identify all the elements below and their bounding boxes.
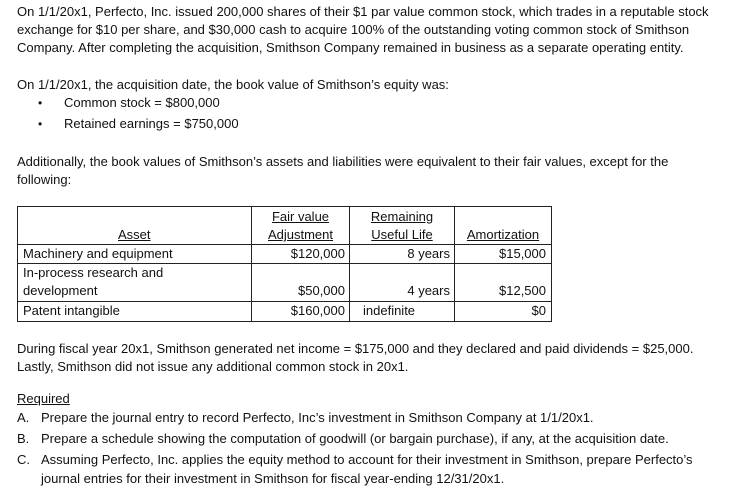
row-adjustment: $160,000 [290,303,345,318]
fair-value-intro-line-1: Additionally, the book values of Smithson’s assets and liabilities were equivalent to their fair values, except for the [17,154,669,169]
equity-item-text: Retained earnings = $750,000 [64,116,239,131]
required-item-text: Assuming Perfecto, Inc. applies the equity method to account for their investment in Smithson, prepare Perfecto’s [41,452,693,467]
header-amortization: Amortization [466,227,540,242]
bullet-icon [38,94,64,112]
row-life: indefinite [363,303,416,318]
header-fair-value-1: Fair value [271,209,330,224]
row-asset-line-2: development [23,283,98,298]
row-amortization: $15,000 [499,246,546,261]
header-asset: Asset [118,227,151,242]
row-amortization: $12,500 [499,283,546,298]
required-item-text: Prepare a schedule showing the computation of goodwill (or bargain purchase), if any, at the acquisition date. [41,431,669,446]
fair-value-table [17,206,552,322]
intro-line-3: Company. After completing the acquisition, Smithson Company remained in business as a separate operating entity. [17,40,684,55]
bullet-icon [38,115,64,133]
required-item-c-continuation [17,470,737,488]
header-fair-value-2: Adjustment [267,227,334,242]
equity-bullet-retained-earnings [38,115,239,133]
required-item-c [17,451,737,469]
intro-line-1: On 1/1/20x1, Perfecto, Inc. issued 200,000 shares of their $1 par value common stock, which trades in a reputable stock [17,4,709,19]
required-title: Required [17,391,70,406]
fiscal-line-1: During fiscal year 20x1, Smithson generated net income = $175,000 and they declared and paid dividends = $25,000. [17,341,694,356]
row-asset-line-1: In-process research and [23,265,164,280]
equity-item-text: Common stock = $800,000 [64,95,220,110]
required-item-b [17,430,737,448]
row-asset: Machinery and equipment [23,246,173,261]
fiscal-line-2: Lastly, Smithson did not issue any additional common stock in 20x1. [17,359,409,374]
required-item-letter: A. [17,410,30,425]
required-item-letter: B. [17,431,30,446]
equity-bullet-common-stock [38,94,220,112]
row-adjustment: $50,000 [298,283,345,298]
row-asset: Patent intangible [23,303,120,318]
header-useful-life-1: Remaining [370,209,434,224]
fair-value-intro-line-2: following: [17,172,72,187]
row-life: 8 years [407,246,450,261]
equity-heading: On 1/1/20x1, the acquisition date, the book value of Smithson’s equity was: [17,77,449,92]
row-life: 4 years [407,283,450,298]
required-item-letter: C. [17,452,30,467]
required-item-a [17,409,737,427]
row-adjustment: $120,000 [290,246,345,261]
required-item-text: Prepare the journal entry to record Perfecto, Inc’s investment in Smithson Company at 1/1/20x1. [41,410,594,425]
header-useful-life-2: Useful Life [371,227,433,242]
required-item-text: journal entries for their investment in Smithson for fiscal year-ending 12/31/20x1. [41,471,505,486]
intro-line-2: exchange for $10 per share, and $30,000 cash to acquire 100% of the outstanding voting common stock of Smithson [17,22,690,37]
row-amortization: $0 [531,303,546,318]
